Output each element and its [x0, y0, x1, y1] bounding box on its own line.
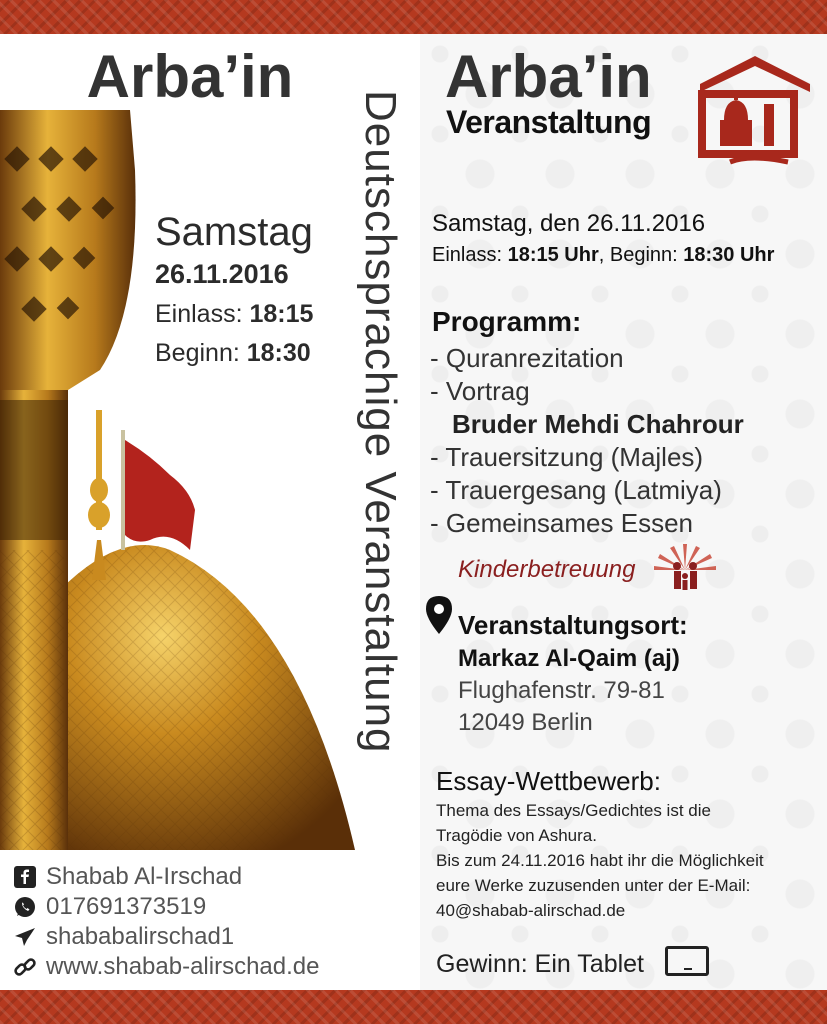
right-day: Samstag,: [432, 210, 534, 237]
einlass-time: 18:15: [249, 300, 314, 328]
program-speaker: Bruder Mehdi Chahrour: [452, 409, 744, 439]
right-einlass-time: 18:15 Uhr: [507, 244, 599, 266]
location-pin-icon: [426, 596, 452, 634]
right-date-sep: den: [533, 210, 587, 237]
prize-text: Gewinn: Ein Tablet: [436, 950, 644, 978]
essay-block: [436, 766, 821, 922]
beginn-label: Beginn:: [155, 339, 240, 367]
left-beginn: [155, 339, 313, 368]
essay-heading: Essay-Wettbewerb:: [436, 766, 661, 796]
essay-text-line: eure Werke zuzusenden unter der E-Mail:: [436, 876, 751, 895]
left-date: 26.11.2016: [155, 259, 289, 289]
left-einlass: [155, 300, 313, 329]
link-icon: [12, 954, 38, 980]
facebook-row[interactable]: [12, 862, 319, 892]
telegram-text: shababalirschad1: [46, 923, 235, 950]
left-date-block: [155, 210, 313, 368]
right-beginn-time: 18:30 Uhr: [683, 244, 775, 266]
location-street: Flughafenstr. 79-81: [458, 677, 665, 704]
right-beginn-label: Beginn:: [609, 244, 684, 266]
telegram-icon: [12, 924, 38, 950]
essay-text-line: Thema des Essays/Gedichtes ist die: [436, 801, 711, 820]
right-time-sep: ,: [598, 244, 610, 266]
social-links: [12, 862, 319, 982]
right-einlass-label: Einlass:: [432, 244, 508, 266]
vertical-caption-text: Deutschsprachige Veranstaltung: [356, 90, 405, 754]
right-time-line: [432, 244, 822, 267]
top-ornament-band: [0, 0, 827, 34]
location-block: [458, 610, 688, 737]
location-name: Markaz Al-Qaim (aj): [458, 645, 680, 672]
tablet-icon: [665, 946, 709, 976]
left-title: Arba’in: [86, 43, 294, 110]
program-item: - Quranrezitation: [430, 343, 624, 373]
program-item: - Vortrag: [430, 376, 530, 406]
website-row[interactable]: [12, 952, 319, 982]
program-item: - Trauersitzung (Majles): [430, 442, 704, 472]
essay-email[interactable]: 40@shabab-alirschad.de: [436, 901, 626, 920]
family-icon: [650, 544, 720, 596]
facebook-text: Shabab Al-Irschad: [46, 863, 243, 890]
whatsapp-row[interactable]: [12, 892, 319, 922]
telegram-row[interactable]: [12, 922, 319, 952]
website-text: www.shabab-alirschad.de: [46, 953, 320, 980]
beginn-time: 18:30: [246, 339, 311, 367]
right-date-block: [432, 210, 822, 267]
program-list: [430, 342, 744, 540]
program-item: - Trauergesang (Latmiya): [430, 475, 722, 505]
facebook-icon: [12, 864, 38, 890]
bottom-ornament-band: [0, 990, 827, 1024]
right-title: Arba’in: [445, 43, 652, 110]
left-day: Samstag: [155, 210, 313, 254]
einlass-label: Einlass:: [155, 300, 243, 328]
whatsapp-text: 017691373519: [46, 893, 207, 920]
whatsapp-icon: [12, 894, 38, 920]
location-city: 12049 Berlin: [458, 709, 593, 736]
location-heading: Veranstaltungsort:: [458, 610, 688, 640]
program-heading: Programm:: [432, 306, 582, 337]
right-date: 26.11.2016: [586, 210, 706, 237]
program-item: - Gemeinsames Essen: [430, 508, 693, 538]
shabab-logo: [690, 44, 820, 174]
vertical-caption: [350, 90, 410, 950]
right-date-line: [432, 210, 822, 238]
essay-text-line: Bis zum 24.11.2016 habt ihr die Möglichkeit: [436, 851, 764, 870]
childcare-label: Kinderbetreuung: [458, 556, 636, 583]
essay-text-line: Tragödie von Ashura.: [436, 826, 597, 845]
right-subtitle: Veranstaltung: [446, 104, 652, 140]
